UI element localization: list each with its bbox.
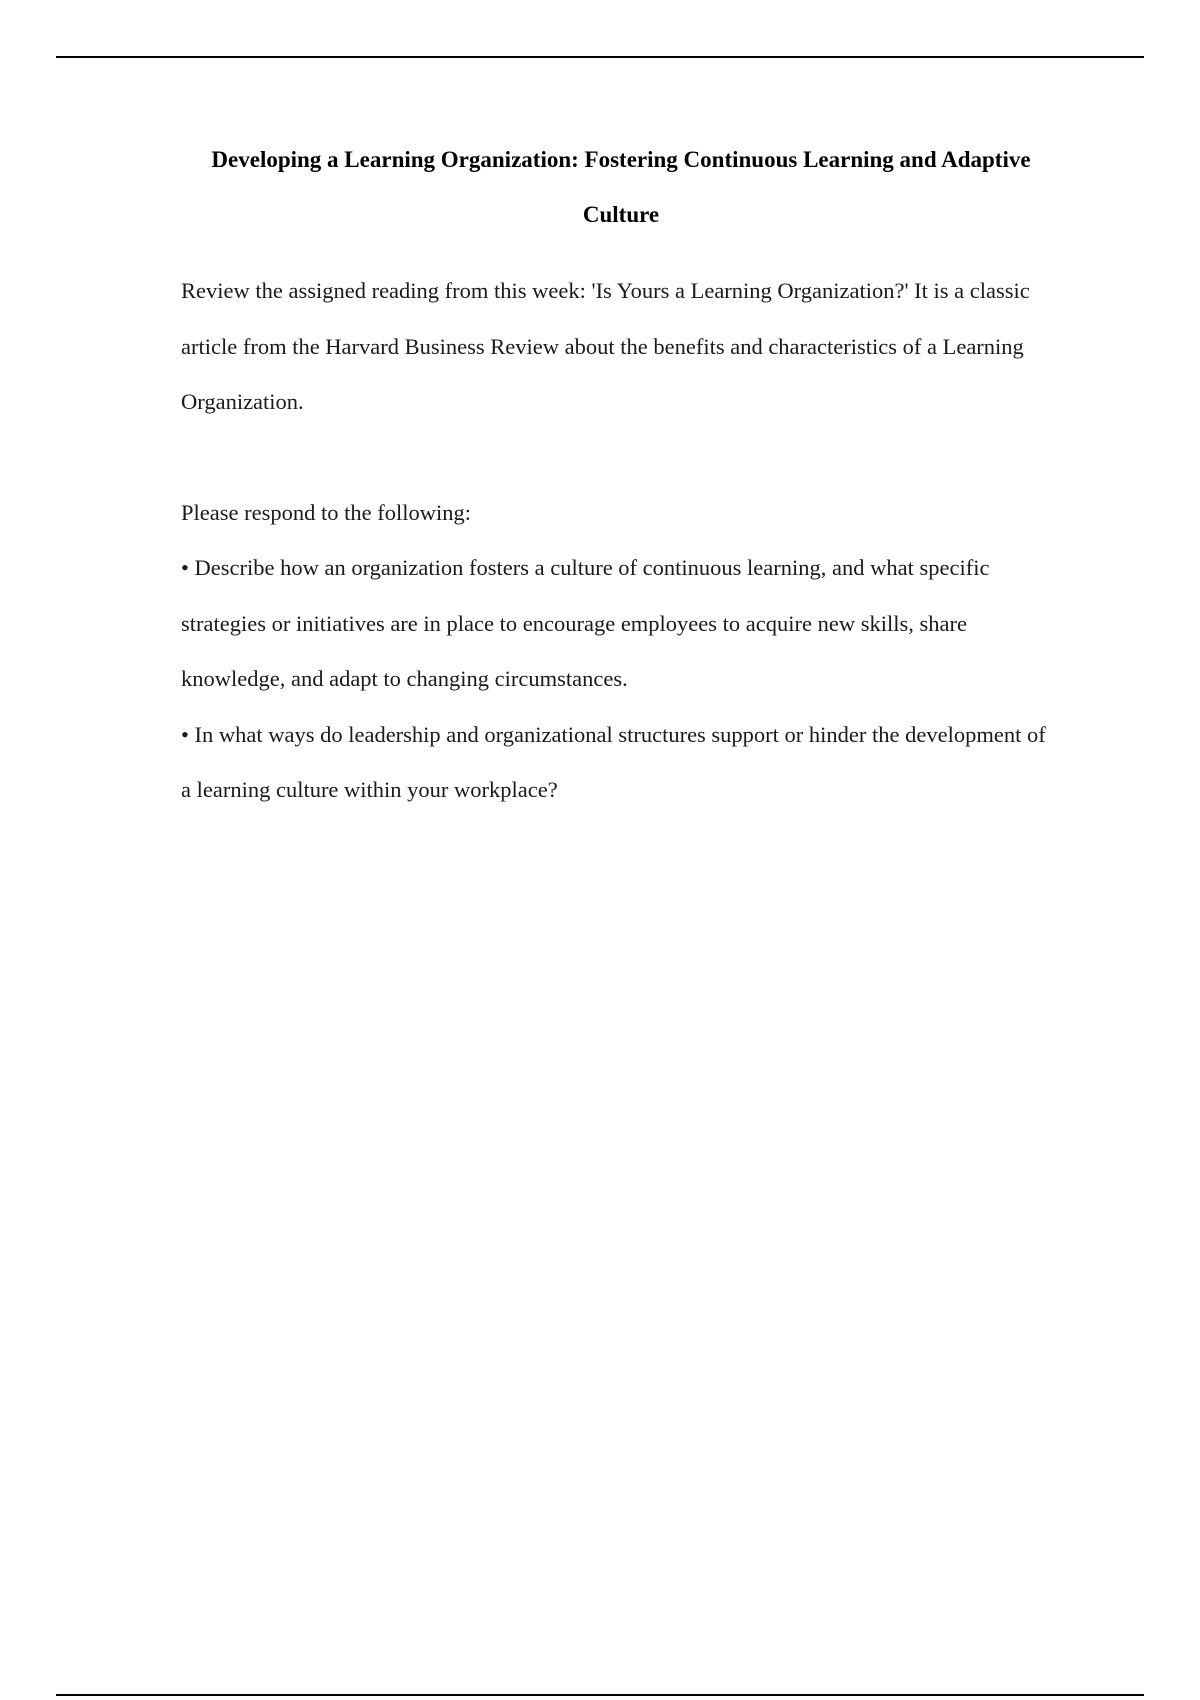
- bullet-item-2: • In what ways do leadership and organizational structures support or hinder the development of a learning culture within your workplace?: [181, 721, 1046, 802]
- top-rule: [56, 56, 1144, 58]
- prompt-line: Please respond to the following:: [181, 499, 471, 525]
- document-body: [181, 132, 1061, 818]
- bullet-item-1: • Describe how an organization fosters a culture of continuous learning, and what specific strategies or initiatives are in place to encourage employees to acquire new skills, share knowledge, and adapt to changing circumstances.: [181, 555, 990, 691]
- bottom-rule: [56, 1694, 1144, 1696]
- document-title: Developing a Learning Organization: Fostering Continuous Learning and Adaptive Culture: [211, 147, 1031, 227]
- intro-paragraph: Review the assigned reading from this week: 'Is Yours a Learning Organization?' It is a classic article from the Harvard Business Review about the benefits and characteristics of a Learning Organization.: [181, 278, 1030, 414]
